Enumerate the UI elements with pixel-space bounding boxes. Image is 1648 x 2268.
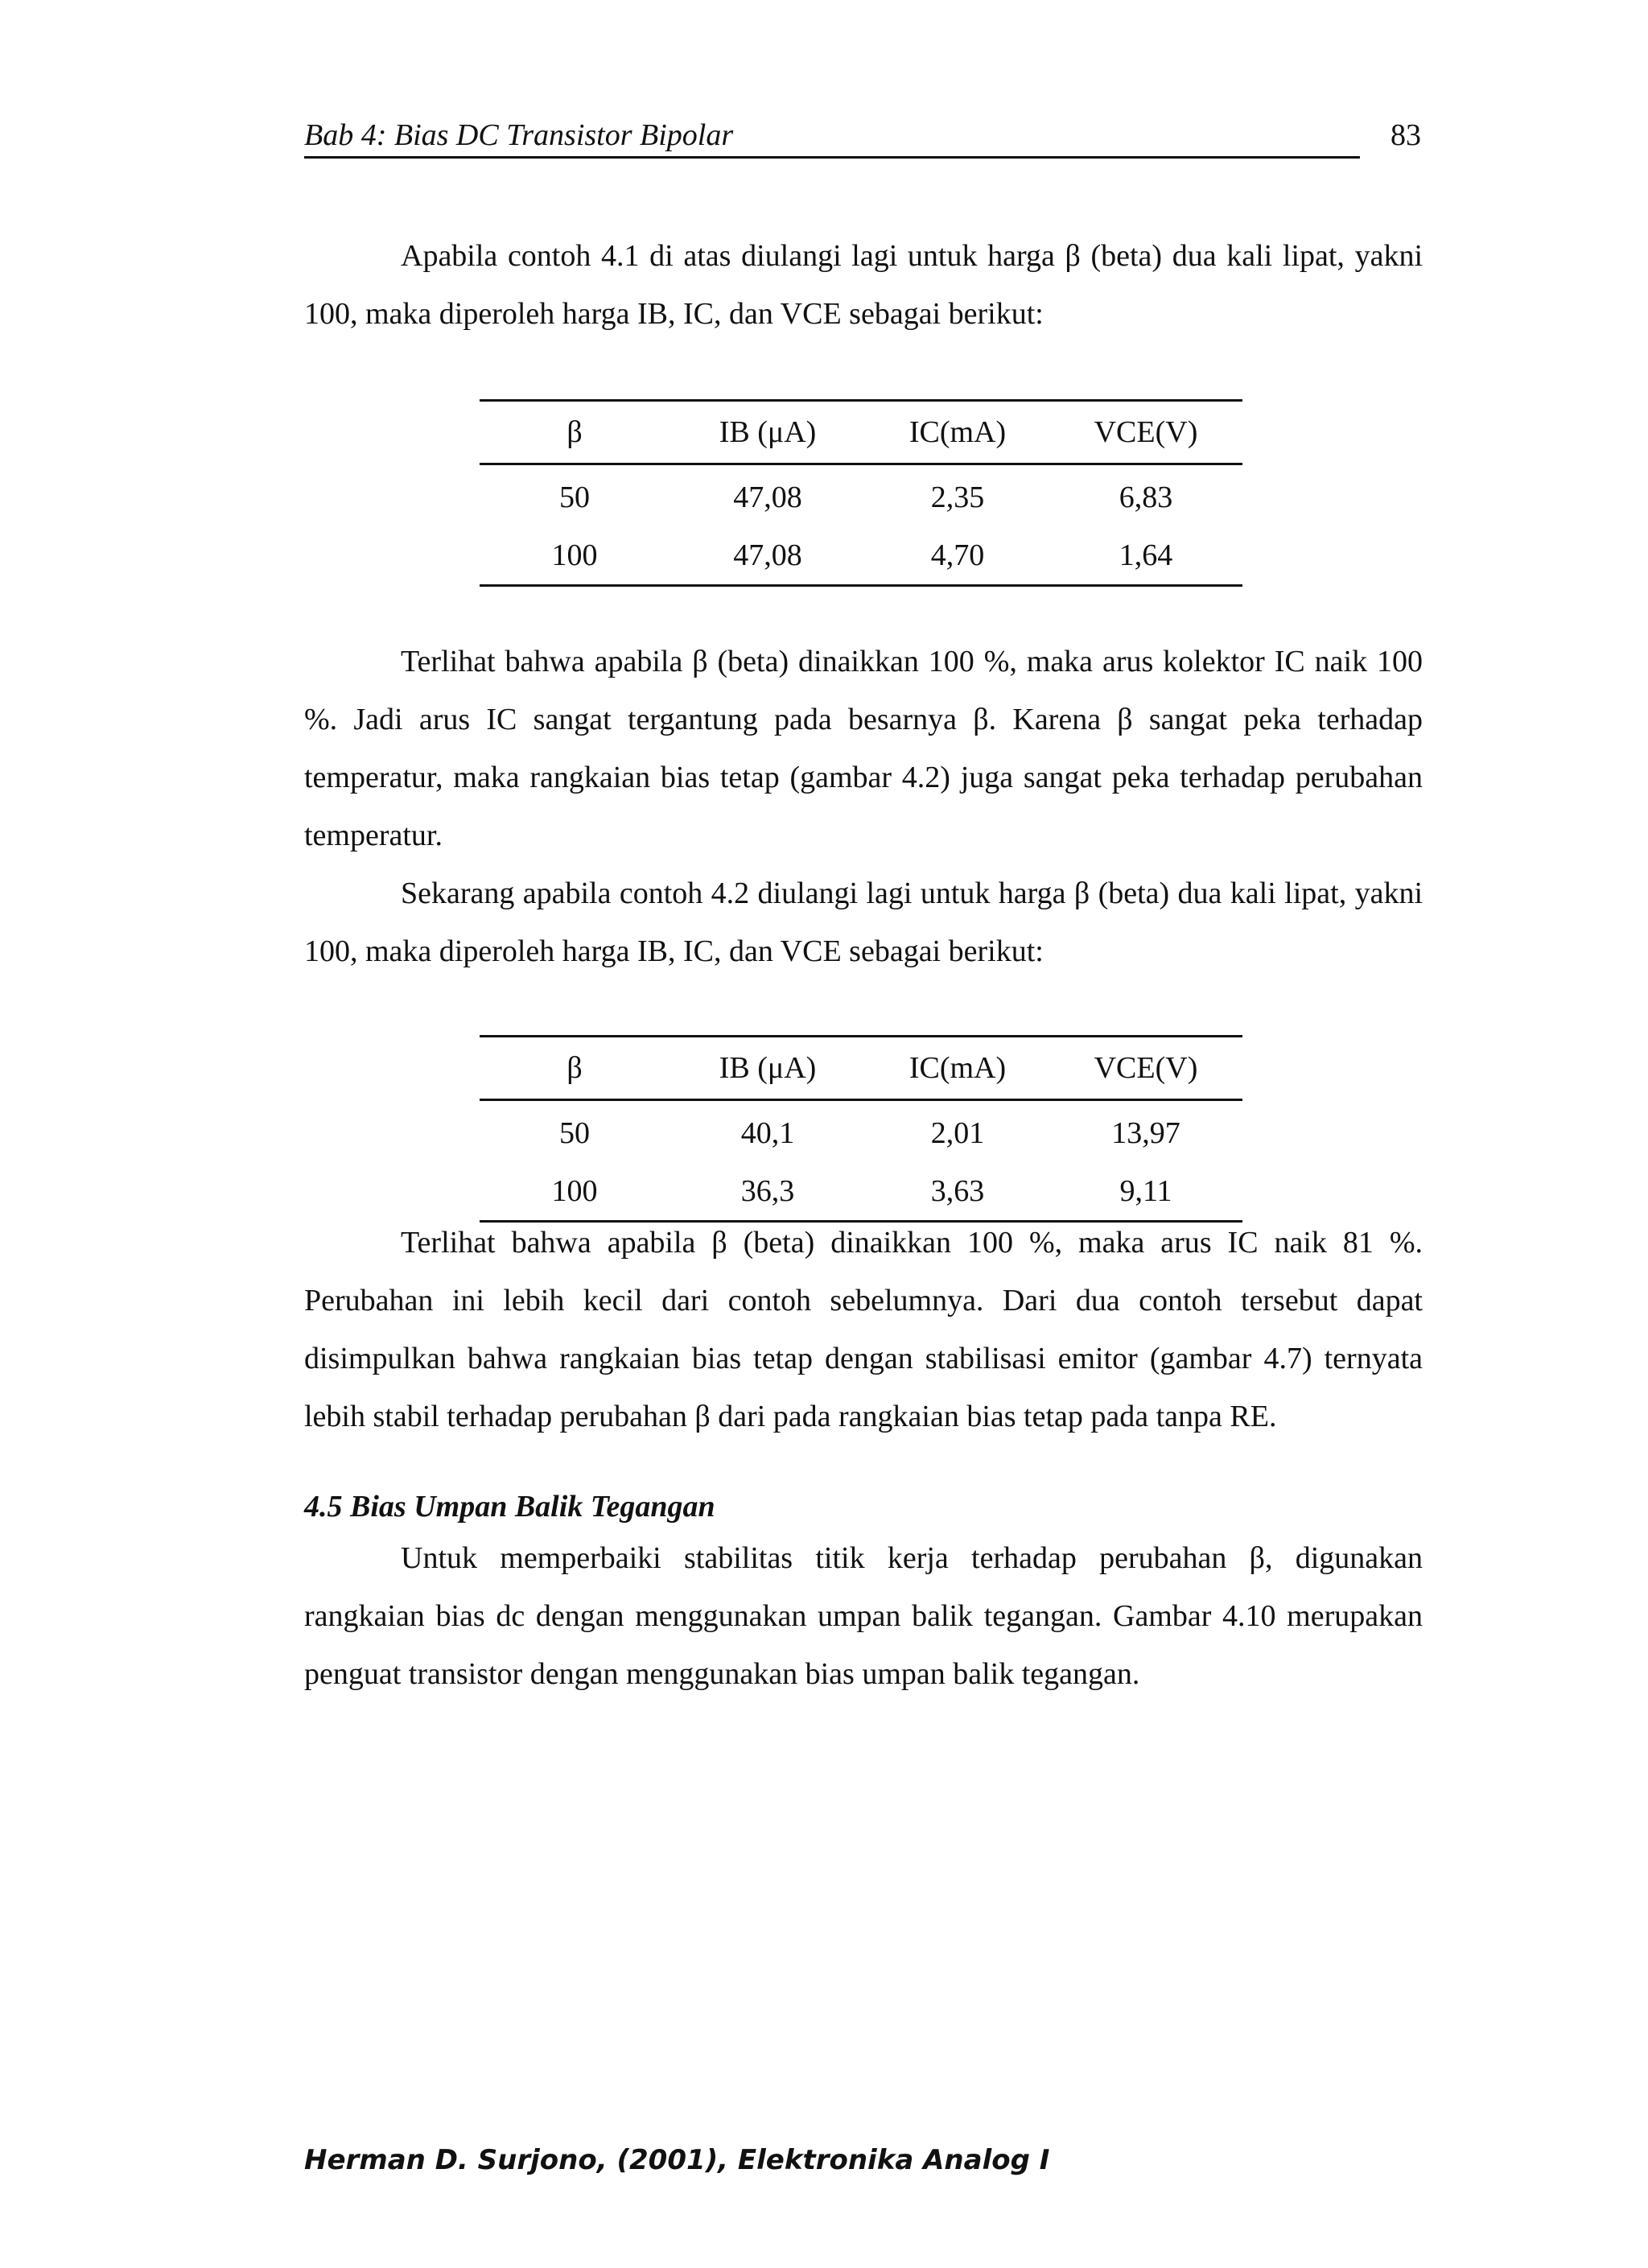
column-header-ic: IC(mA) (866, 1037, 1049, 1100)
paragraph-text: Terlihat bahwa apabila β (beta) dinaikkan 100 %, maka arus kolektor IC naik 100 %. Jadi arus IC sangat tergantung pada besarnya β. Karena β sangat peka terhadap temperatur, maka rangkaian bias tetap (gambar 4.2) juga sangat peka terhadap perubahan temperatur. (304, 645, 1423, 852)
table-row (480, 526, 1242, 586)
paragraph-analysis-1 (304, 633, 1423, 864)
page-footer: Herman D. Surjono, (2001), Elektronika Analog I (304, 2144, 1050, 2176)
column-header-beta: β (480, 401, 670, 464)
page-number: 83 (1390, 118, 1421, 152)
cell-beta: 50 (559, 480, 590, 514)
column-header-ib: IB (μA) (670, 1037, 866, 1100)
paragraph-text: Terlihat bahwa apabila β (beta) dinaikkan 100 %, maka arus IC naik 81 %. Perubahan ini lebih kecil dari contoh sebelumnya. Dari dua contoh tersebut dapat disimpulkan bahwa rangkaian bias tetap dengan stabilisasi emitor (gambar 4.7) ternyata lebih stabil terhadap perubahan β dari pada rangkaian bias tetap pada tanpa RE. (304, 1226, 1423, 1433)
table-beta-comparison-2 (480, 1035, 1242, 1223)
column-header-vce: VCE(V) (1049, 1037, 1242, 1100)
section-heading: 4.5 Bias Umpan Balik Tegangan (304, 1490, 715, 1524)
table-row (480, 1162, 1242, 1222)
cell-ic: 3,63 (930, 1174, 985, 1208)
chapter-title: Bab 4: Bias DC Transistor Bipolar (304, 114, 1360, 159)
paragraph-intro-example-4-1 (304, 227, 1423, 343)
cell-ib: 40,1 (740, 1116, 795, 1150)
cell-ib: 47,08 (733, 480, 802, 514)
cell-vce: 1,64 (1119, 538, 1173, 572)
table-beta-comparison-1 (480, 399, 1242, 587)
page-header (304, 114, 1421, 156)
cell-ic: 4,70 (930, 538, 985, 572)
cell-ic: 2,35 (930, 480, 985, 514)
paragraph-text: Untuk memperbaiki stabilitas titik kerja terhadap perubahan β, digunakan rangkaian bias dc dengan menggunakan umpan balik tegangan. Gambar 4.10 merupakan penguat transistor dengan menggunakan bias umpan balik tegangan. (304, 1541, 1423, 1691)
paragraph-text: Apabila contoh 4.1 di atas diulangi lagi untuk harga β (beta) dua kali lipat, yakni 100, maka diperoleh harga IB, IC, dan VCE sebagai berikut: (304, 239, 1423, 331)
cell-ib: 47,08 (733, 538, 802, 572)
cell-beta: 100 (551, 1174, 598, 1208)
cell-beta: 50 (559, 1116, 590, 1150)
cell-ic: 2,01 (930, 1116, 985, 1150)
cell-ib: 36,3 (740, 1174, 795, 1208)
cell-vce: 9,11 (1119, 1174, 1172, 1208)
column-header-vce: VCE(V) (1049, 401, 1242, 464)
table-row (480, 464, 1242, 527)
paragraph-section-4-5 (304, 1529, 1423, 1703)
column-header-beta: β (480, 1037, 670, 1100)
table-row (480, 1100, 1242, 1163)
column-header-ic: IC(mA) (866, 401, 1049, 464)
paragraph-analysis-2 (304, 1214, 1423, 1445)
column-header-ib: IB (μA) (670, 401, 866, 464)
cell-vce: 13,97 (1111, 1116, 1180, 1150)
paragraph-text: Sekarang apabila contoh 4.2 diulangi lagi untuk harga β (beta) dua kali lipat, yakni 100, maka diperoleh harga IB, IC, dan VCE sebagai berikut: (304, 876, 1423, 968)
table-header-row (480, 1037, 1242, 1100)
cell-vce: 6,83 (1119, 480, 1173, 514)
table-header-row (480, 401, 1242, 464)
cell-beta: 100 (551, 538, 598, 572)
paragraph-intro-example-4-2 (304, 864, 1423, 980)
